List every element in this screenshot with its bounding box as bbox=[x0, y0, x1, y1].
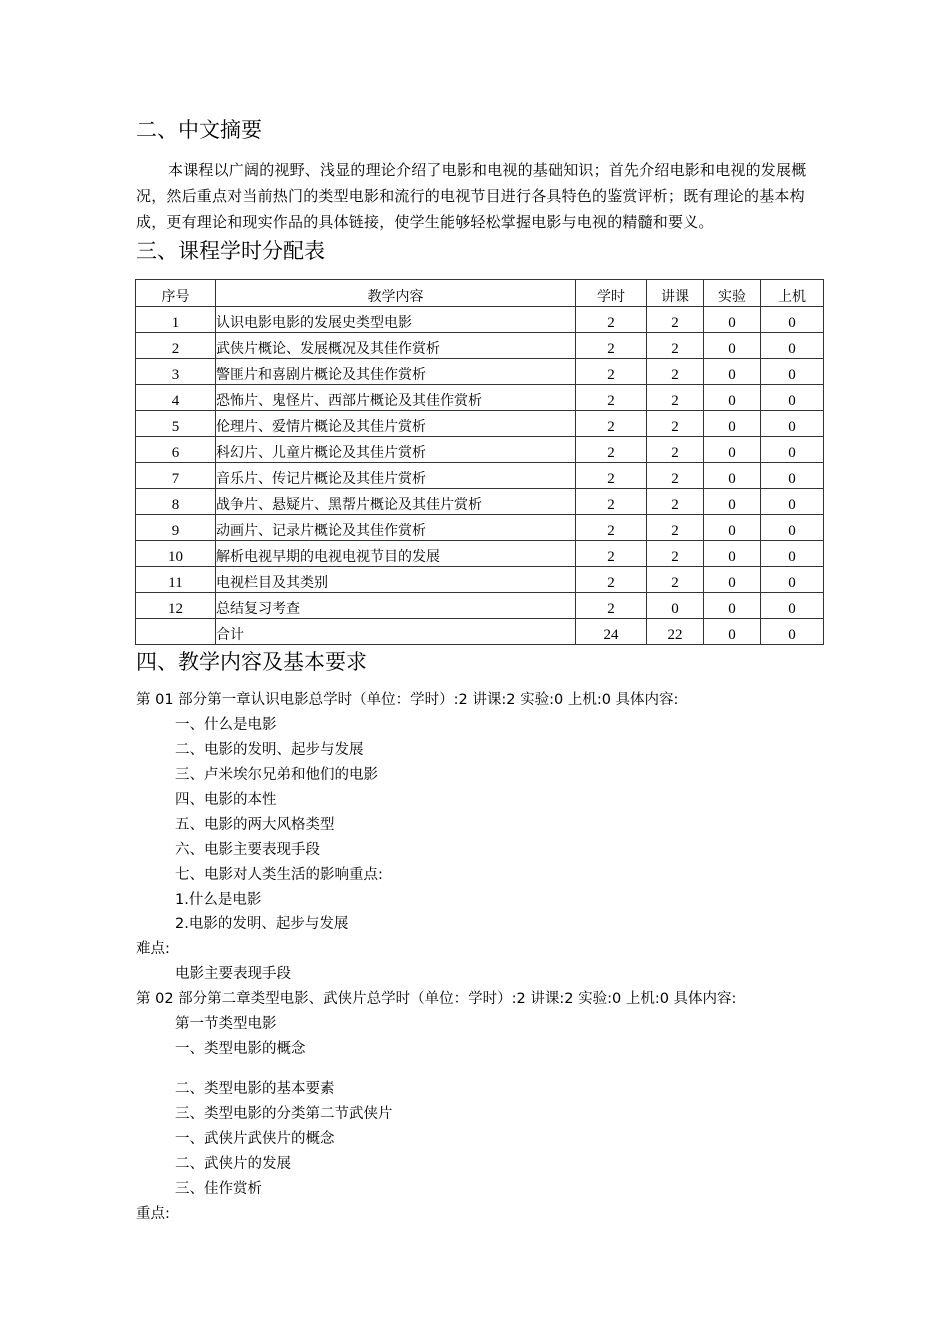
row-content: 音乐片、传记片概论及其佳片赏析 bbox=[216, 463, 576, 489]
row-seq: 8 bbox=[136, 489, 216, 515]
row-lecture: 2 bbox=[647, 333, 704, 359]
row-computer: 0 bbox=[761, 437, 824, 463]
row-lab: 0 bbox=[704, 411, 761, 437]
row-content: 战争片、悬疑片、黑帮片概论及其佳片赏析 bbox=[216, 489, 576, 515]
row-lecture: 0 bbox=[647, 593, 704, 619]
table-row bbox=[136, 463, 824, 489]
row-hours: 2 bbox=[576, 411, 647, 437]
row-seq: 10 bbox=[136, 541, 216, 567]
list-item: 六、电影主要表现手段 bbox=[175, 842, 320, 858]
key-points-label: 重点: bbox=[136, 1206, 170, 1222]
row-hours: 2 bbox=[576, 463, 647, 489]
row-lab: 0 bbox=[704, 385, 761, 411]
table-row bbox=[136, 307, 824, 333]
row-hours: 2 bbox=[576, 541, 647, 567]
total-lab: 0 bbox=[704, 619, 761, 645]
table-row bbox=[136, 593, 824, 619]
list-item: 一、武侠片武侠片的概念 bbox=[175, 1131, 335, 1147]
row-seq: 6 bbox=[136, 437, 216, 463]
row-hours: 2 bbox=[576, 333, 647, 359]
table-row bbox=[136, 489, 824, 515]
table-total-row bbox=[136, 619, 824, 645]
row-lab: 0 bbox=[704, 359, 761, 385]
list-item: 三、卢米埃尔兄弟和他们的电影 bbox=[175, 767, 378, 783]
row-lab: 0 bbox=[704, 567, 761, 593]
row-seq: 12 bbox=[136, 593, 216, 619]
total-hours: 24 bbox=[576, 619, 647, 645]
table-row bbox=[136, 333, 824, 359]
row-hours: 2 bbox=[576, 593, 647, 619]
row-lecture: 2 bbox=[647, 489, 704, 515]
row-lecture: 2 bbox=[647, 307, 704, 333]
row-content: 动画片、记录片概论及其佳作赏析 bbox=[216, 515, 576, 541]
row-content: 总结复习考查 bbox=[216, 593, 576, 619]
list-item: 三、佳作赏析 bbox=[175, 1181, 262, 1197]
list-item: 第一节类型电影 bbox=[175, 1016, 277, 1032]
row-computer: 0 bbox=[761, 385, 824, 411]
row-computer: 0 bbox=[761, 593, 824, 619]
hours-table bbox=[135, 279, 824, 645]
header-lecture: 讲课 bbox=[647, 280, 704, 307]
abstract-heading: 二、中文摘要 bbox=[136, 118, 262, 142]
list-item: 二、武侠片的发展 bbox=[175, 1156, 291, 1172]
table-row bbox=[136, 541, 824, 567]
header-computer: 上机 bbox=[761, 280, 824, 307]
row-lab: 0 bbox=[704, 593, 761, 619]
content-heading: 四、教学内容及基本要求 bbox=[136, 650, 367, 674]
list-item: 五、电影的两大风格类型 bbox=[175, 817, 335, 833]
row-computer: 0 bbox=[761, 463, 824, 489]
row-content: 恐怖片、鬼怪片、西部片概论及其佳作赏析 bbox=[216, 385, 576, 411]
abstract-paragraph: 本课程以广阔的视野、浅显的理论介绍了电影和电视的基础知识；首先介绍电影和电视的发展概况，然后重点对当前热门的类型电影和流行的电视节目进行各具特色的鉴赏评析；既有理论的基本构成，更有理论和现实作品的具体链接，使学生能够轻松掌握电影与电视的精髓和要义。 bbox=[136, 161, 807, 231]
list-item: 三、类型电影的分类第二节武侠片 bbox=[175, 1106, 393, 1122]
header-seq: 序号 bbox=[136, 280, 216, 307]
table-header-row bbox=[136, 280, 824, 307]
row-seq: 7 bbox=[136, 463, 216, 489]
row-seq: 1 bbox=[136, 307, 216, 333]
row-seq bbox=[136, 619, 216, 645]
row-content: 伦理片、爱情片概论及其佳片赏析 bbox=[216, 411, 576, 437]
table-row bbox=[136, 567, 824, 593]
row-computer: 0 bbox=[761, 567, 824, 593]
row-seq: 5 bbox=[136, 411, 216, 437]
chapter-02-summary: 第 02 部分第二章类型电影、武侠片总学时（单位：学时）:2 讲课:2 实验:0 上机:0 具体内容: bbox=[136, 991, 737, 1007]
row-hours: 2 bbox=[576, 437, 647, 463]
total-lecture: 22 bbox=[647, 619, 704, 645]
row-seq: 4 bbox=[136, 385, 216, 411]
row-content: 解析电视早期的电视电视节目的发展 bbox=[216, 541, 576, 567]
row-content: 电视栏目及其类别 bbox=[216, 567, 576, 593]
row-seq: 3 bbox=[136, 359, 216, 385]
list-item: 二、类型电影的基本要素 bbox=[175, 1081, 335, 1097]
row-hours: 2 bbox=[576, 489, 647, 515]
difficulty-label: 难点: bbox=[136, 941, 170, 957]
list-item: 七、电影对人类生活的影响重点: bbox=[175, 867, 383, 883]
row-content: 认识电影电影的发展史类型电影 bbox=[216, 307, 576, 333]
row-hours: 2 bbox=[576, 385, 647, 411]
row-computer: 0 bbox=[761, 489, 824, 515]
row-lecture: 2 bbox=[647, 437, 704, 463]
row-seq: 9 bbox=[136, 515, 216, 541]
row-lab: 0 bbox=[704, 541, 761, 567]
row-seq: 2 bbox=[136, 333, 216, 359]
row-computer: 0 bbox=[761, 359, 824, 385]
total-computer: 0 bbox=[761, 619, 824, 645]
header-lab: 实验 bbox=[704, 280, 761, 307]
list-item: 一、类型电影的概念 bbox=[175, 1041, 306, 1057]
row-computer: 0 bbox=[761, 333, 824, 359]
row-computer: 0 bbox=[761, 411, 824, 437]
row-content: 科幻片、儿童片概论及其佳片赏析 bbox=[216, 437, 576, 463]
list-item: 电影主要表现手段 bbox=[175, 966, 291, 982]
table-row bbox=[136, 385, 824, 411]
row-lecture: 2 bbox=[647, 515, 704, 541]
header-hours: 学时 bbox=[576, 280, 647, 307]
row-hours: 2 bbox=[576, 359, 647, 385]
table-row bbox=[136, 515, 824, 541]
row-computer: 0 bbox=[761, 515, 824, 541]
row-lecture: 2 bbox=[647, 385, 704, 411]
table-row bbox=[136, 359, 824, 385]
list-item: 2.电影的发明、起步与发展 bbox=[175, 916, 349, 932]
row-content: 警匪片和喜剧片概论及其佳作赏析 bbox=[216, 359, 576, 385]
chapter-01-summary: 第 01 部分第一章认识电影总学时（单位：学时）:2 讲课:2 实验:0 上机:0 具体内容: bbox=[136, 692, 679, 708]
row-hours: 2 bbox=[576, 307, 647, 333]
table-row bbox=[136, 437, 824, 463]
row-content: 武侠片概论、发展概况及其佳作赏析 bbox=[216, 333, 576, 359]
row-hours: 2 bbox=[576, 567, 647, 593]
list-item: 四、电影的本性 bbox=[175, 792, 277, 808]
row-lab: 0 bbox=[704, 489, 761, 515]
row-lab: 0 bbox=[704, 307, 761, 333]
total-label: 合计 bbox=[216, 619, 576, 645]
row-lecture: 2 bbox=[647, 541, 704, 567]
list-item: 一、什么是电影 bbox=[175, 717, 277, 733]
hours-table-heading: 三、课程学时分配表 bbox=[136, 239, 325, 263]
row-computer: 0 bbox=[761, 307, 824, 333]
list-item: 1.什么是电影 bbox=[175, 892, 262, 908]
row-lab: 0 bbox=[704, 463, 761, 489]
row-lecture: 2 bbox=[647, 359, 704, 385]
header-content: 教学内容 bbox=[216, 280, 576, 307]
row-lecture: 2 bbox=[647, 567, 704, 593]
row-computer: 0 bbox=[761, 541, 824, 567]
row-hours: 2 bbox=[576, 515, 647, 541]
list-item: 二、电影的发明、起步与发展 bbox=[175, 742, 364, 758]
row-seq: 11 bbox=[136, 567, 216, 593]
row-lecture: 2 bbox=[647, 411, 704, 437]
row-lab: 0 bbox=[704, 515, 761, 541]
row-lab: 0 bbox=[704, 333, 761, 359]
table-row bbox=[136, 411, 824, 437]
row-lab: 0 bbox=[704, 437, 761, 463]
row-lecture: 2 bbox=[647, 463, 704, 489]
